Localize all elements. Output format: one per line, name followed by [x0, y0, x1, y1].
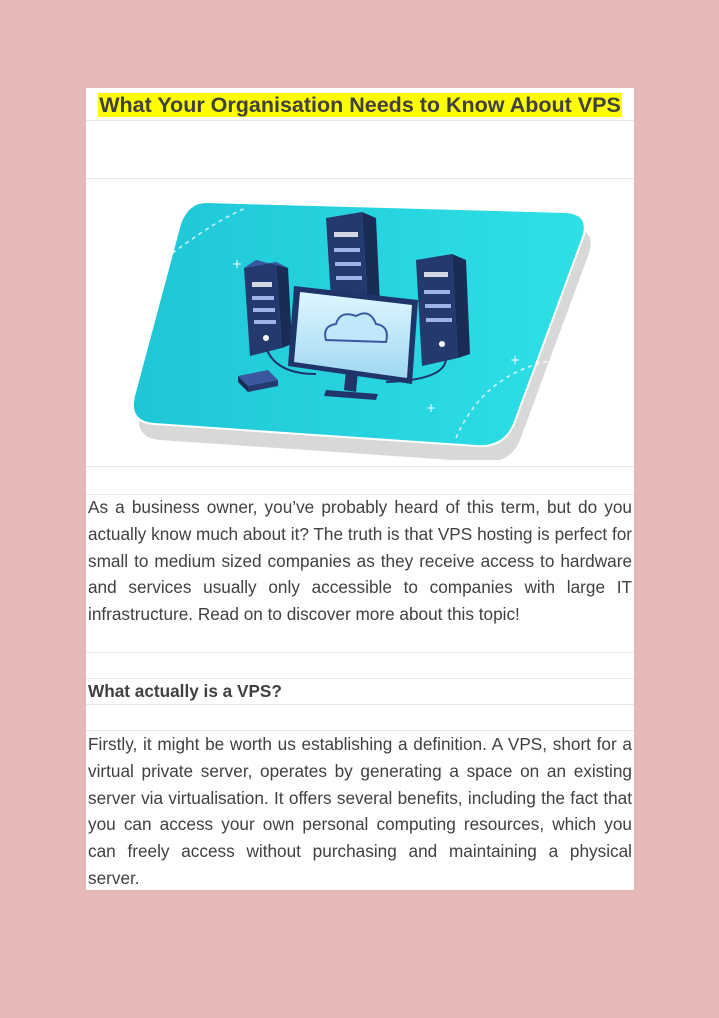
server-rack-icon — [244, 260, 292, 356]
page-title — [86, 90, 634, 120]
divider — [86, 466, 634, 467]
divider — [86, 178, 634, 179]
section-heading: What actually is a VPS? — [88, 681, 282, 701]
svg-text:+: + — [232, 257, 243, 271]
server-rack-icon — [416, 254, 470, 366]
section-paragraph: Firstly, it might be worth us establishing a definition. A VPS, short for a virtual private server, operates by generating a space on an existing server via virtualisation. It offers several benefits, including the fact that you can access your own personal computing resources, which you can freely access without purchasing and maintaining a physical server. — [88, 734, 632, 888]
svg-text:+: + — [426, 401, 437, 415]
vps-illustration — [126, 198, 606, 460]
intro-paragraph: As a business owner, you’ve probably heard of this term, but do you actually know much about it? The truth is that VPS hosting is perfect for small to medium sized companies as they receive access to hardware and services usually only accessible to companies with large IT infrastructure. Read on to discover more about this topic! — [88, 497, 632, 625]
document-page — [86, 88, 634, 890]
title-highlight: What Your Organisation Needs to Know About VPS — [99, 93, 621, 117]
vps-illustration-graphic — [126, 198, 606, 460]
svg-text:+: + — [510, 353, 521, 367]
divider — [86, 704, 634, 705]
divider — [86, 652, 634, 653]
divider — [86, 120, 634, 121]
